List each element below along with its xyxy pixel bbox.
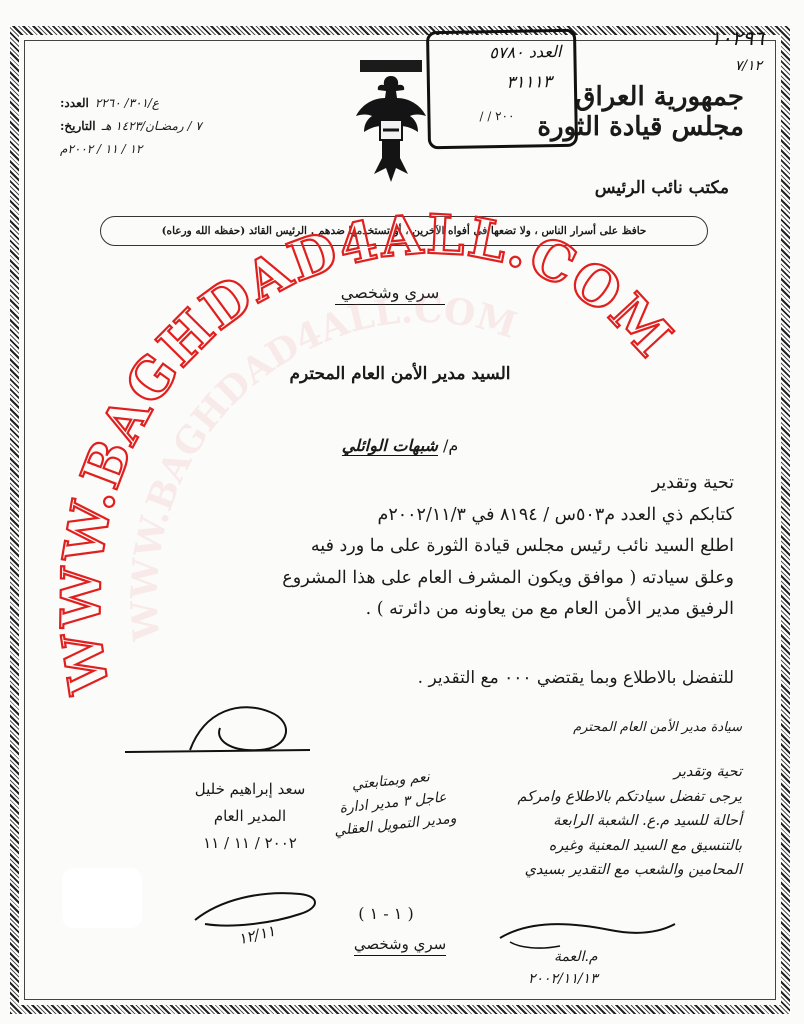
center-note-line-1: نعم وبمتابعتي [350,769,431,794]
bottom-left-date: ١٢/١١ [236,921,277,949]
date-label: التاريخ: [60,119,96,133]
meta-number-row [60,92,290,115]
document-meta [60,92,290,161]
signer-name: سعد إبراهيم خليل [194,780,306,798]
handwritten-reference-number: ١٠٢٩٦ [710,26,764,50]
stamp-code: ٣١١١٣ [506,72,553,93]
addressee: السيد مدير الأمن العام المحترم [289,364,511,384]
registry-stamp [426,29,578,150]
body-line-3: وعلق سيادته ( موافق ويكون المشرف العام على هذا المشروع [282,567,734,588]
bottom-left-signature [190,880,330,960]
whiteout-patch [62,868,142,928]
number-value: ع/٣٠١/ ٢٢٦٠ [94,96,160,110]
classification-bottom-text: سري وشخصي [354,935,446,956]
watermark-ghost-text: WWW.BAGHDAD4ALL.COM [123,288,522,643]
watermark-text: WWW.BAGHDAD4ALL.COM [48,201,686,698]
bottom-right-date-line-2: ٢٠٠٢/١١/١٣ [528,971,598,987]
handwritten-line-4: بالتنسيق مع السيد المعنية وغيره [548,837,742,854]
letter-body [134,468,734,626]
body-line-2: اطلع السيد نائب رئيس مجلس قيادة الثورة على ما ورد فيه [310,536,734,556]
handwritten-salutation: سيادة مدير الأمن العام المحترم [573,720,742,735]
meta-date-row [60,115,290,138]
subject-text: شبهات الوائلي [341,436,438,455]
stamp-date: ٢٠٠ / / [479,108,515,124]
page-number: ( ١ - ١ ) [358,904,414,923]
handwritten-line-3: أحالة للسيد م.ع. الشعبة الرابعة [553,813,742,829]
classification-top [320,283,460,302]
classification-bottom [340,935,460,953]
date-hijri: ٧ / رمضـان/١٤٢٣ هـ [101,119,202,133]
subject-line [300,436,500,455]
body-line-4: الرفيق مدير الأمن العام مع من يعاونه من دائرته ) . [365,599,734,619]
subject-prefix: م/ [443,436,459,455]
eagle-emblem-icon [352,58,430,186]
meta-date-greg-row [60,138,290,161]
office-name: مكتب نائب الرئيس [594,178,729,198]
motto-banner: حافظ على أسرار الناس ، ولا تضعها في أفواه الآخرين ، أو تستخدمها ضدهم . الرئيس القائد (حفظه الله ورعاه) [100,216,708,246]
body-line-1: كتابكم ذي العدد م٥٠٣س / ٨١٩٤ في ٢٠٠٢/١١/٣م [377,504,734,525]
classification-top-text: سري وشخصي [335,283,446,305]
greeting: تحية وتقدير [651,473,734,493]
signer-title: المدير العام [213,807,287,825]
bottom-right-date [528,946,598,990]
stamp-number: العدد ٥٧٨٠ [489,41,562,63]
handwritten-line-5: المحامين والشعب مع التقدير بسيدي [524,862,742,878]
handwritten-reference-sub: ٧/١٢ [734,58,762,74]
number-label: العدد: [60,96,89,110]
center-note-line-2: عاجل ٣ مدير ادارة [338,789,448,817]
signer-date: ٢٠٠٢ / ١١ / ١١ [203,834,297,852]
handwritten-instruction [472,760,742,883]
signature-mark [120,700,320,770]
date-gregorian: ١٢ / ١١ / ٢٠٠٢م [60,142,143,156]
council-name: مجلس قيادة الثورة [537,112,744,142]
handwritten-line-1: تحية وتقدير [673,764,742,780]
country-name: جمهورية العراق [575,82,744,112]
closing-line: للتفضل بالاطلاع وبما يقتضي ٠٠٠ مع التقدير . [417,668,734,688]
handwritten-line-2: يرجى تفضل سيادتكم بالاطلاع وامركم [517,788,742,805]
center-note-line-3: ومدير التمويل العقلي [333,810,458,840]
bottom-right-date-line-1: م.العمة [553,949,598,965]
